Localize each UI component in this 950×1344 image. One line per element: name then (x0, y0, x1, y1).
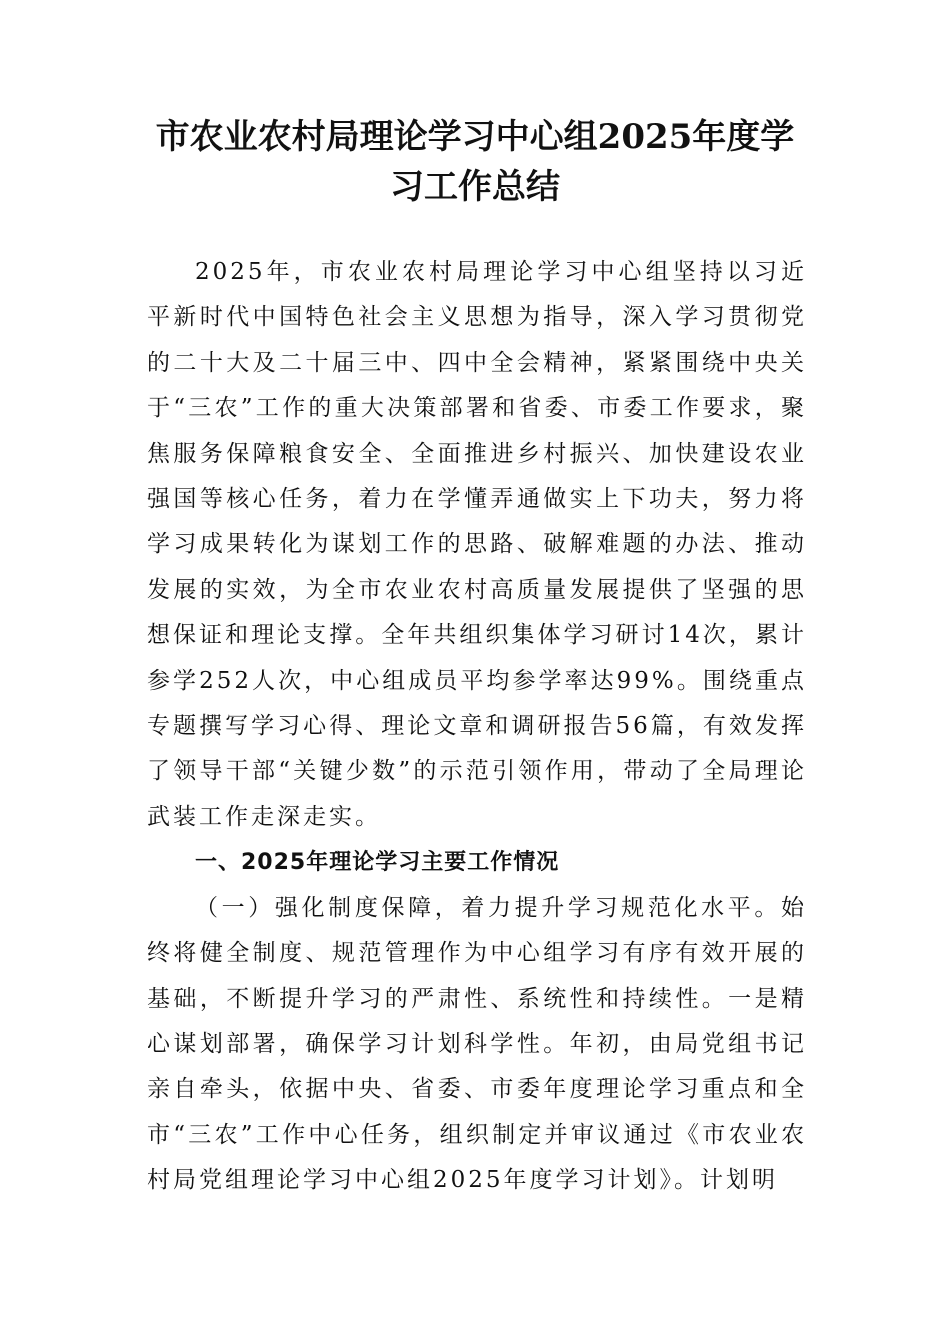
document-body (147, 250, 807, 1204)
section-heading: 一、2025年理论学习主要工作情况 (195, 850, 560, 876)
intro-paragraph: 2025年，市农业农村局理论学习中心组坚持以习近平新时代中国特色社会主义思想为指导，深入学习贯彻党的二十大及二十届三中、四中全会精神，紧紧围绕中央关于“三农”工作的重大决策部署和省委、市委工作要求，聚焦服务保障粮食安全、全面推进乡村振兴、加快建设农业强国等核心任务，着力在学懂弄通做实上下功夫，努力将学习成果转化为谋划工作的思路、破解难题的办法、推动发展的实效，为全市农业农村高质量发展提供了坚强的思想保证和理论支撑。全年共组织集体学习研讨14次，累计参学252人次，中心组成员平均参学率达99%。围绕重点专题撰写学习心得、理论文章和调研报告56篇，有效发挥了领导干部“关键少数”的示范引领作用，带动了全局理论武装工作走深走实。 (147, 259, 807, 830)
subsection-lead: （一）强化制度保障，着力提升学习规范化水平。 (195, 894, 781, 921)
document-title: 市农业农村局理论学习中心组2025年度学习工作总结 (155, 117, 795, 207)
subsection-paragraph (147, 886, 807, 1204)
subsection-text: 始终将健全制度、规范管理作为中心组学习有序有效开展的基础，不断提升学习的严肃性、系统性和持续性。一是精心谋划部署，确保学习计划科学性。年初，由局党组书记亲自牵头，依据中央、省委、市委年度理论学习重点和全市“三农”工作中心任务，组织制定并审议通过《市农业农村局党组理论学习中心组2025年度学习计划》。计划明 (147, 894, 807, 1194)
